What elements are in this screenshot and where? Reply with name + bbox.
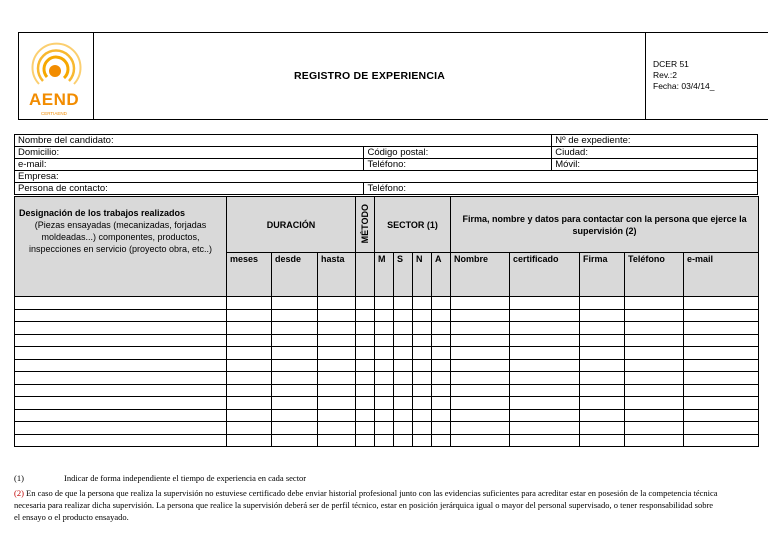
- subheader-cell: [356, 253, 375, 297]
- table-cell[interactable]: [15, 347, 227, 360]
- table-cell[interactable]: [580, 397, 625, 410]
- table-cell[interactable]: [451, 372, 510, 385]
- table-cell[interactable]: [272, 309, 318, 322]
- logo: [19, 33, 94, 119]
- table-cell[interactable]: [375, 309, 394, 322]
- sector-header: SECTOR (1): [375, 197, 451, 253]
- footnotes: [14, 472, 720, 523]
- table-cell[interactable]: [580, 309, 625, 322]
- table-cell[interactable]: [356, 334, 375, 347]
- table-cell[interactable]: [318, 372, 356, 385]
- table-cell[interactable]: [625, 422, 684, 435]
- table-cell[interactable]: [684, 422, 759, 435]
- table-cell[interactable]: [432, 384, 451, 397]
- table-cell[interactable]: [15, 309, 227, 322]
- table-cell[interactable]: [413, 422, 432, 435]
- table-cell[interactable]: [684, 384, 759, 397]
- table-cell[interactable]: [356, 384, 375, 397]
- footnote-2: [14, 487, 720, 523]
- table-cell[interactable]: [432, 359, 451, 372]
- table-cell[interactable]: [432, 347, 451, 360]
- table-cell[interactable]: [15, 322, 227, 335]
- table-cell[interactable]: [432, 297, 451, 310]
- contact-phone-field[interactable]: Teléfono:: [364, 183, 758, 195]
- table-cell[interactable]: [394, 334, 413, 347]
- designation-header: [15, 197, 227, 297]
- page-title: REGISTRO DE EXPERIENCIA: [293, 70, 446, 82]
- table-cell[interactable]: [318, 309, 356, 322]
- table-cell[interactable]: [413, 322, 432, 335]
- table-cell[interactable]: [227, 422, 272, 435]
- table-cell[interactable]: [451, 347, 510, 360]
- table-cell[interactable]: [625, 347, 684, 360]
- table-cell[interactable]: [318, 322, 356, 335]
- table-cell[interactable]: [625, 409, 684, 422]
- table-cell[interactable]: [356, 359, 375, 372]
- table-cell[interactable]: [625, 322, 684, 335]
- table-cell[interactable]: [227, 397, 272, 410]
- contact-person-field[interactable]: Persona de contacto:: [15, 183, 364, 195]
- table-cell[interactable]: [15, 334, 227, 347]
- table-cell[interactable]: [625, 297, 684, 310]
- table-cell[interactable]: [413, 297, 432, 310]
- table-cell[interactable]: [580, 347, 625, 360]
- table-cell[interactable]: [394, 397, 413, 410]
- table-cell[interactable]: [318, 359, 356, 372]
- logo-subtext: CERTIAEND: [41, 111, 67, 116]
- table-cell[interactable]: [510, 409, 580, 422]
- subheader-cell: e-mail: [684, 253, 759, 297]
- table-cell[interactable]: [272, 372, 318, 385]
- table-cell[interactable]: [413, 309, 432, 322]
- candidate-name-field[interactable]: Nombre del candidato:: [15, 135, 552, 147]
- table-cell[interactable]: [318, 409, 356, 422]
- table-cell[interactable]: [684, 372, 759, 385]
- table-cell[interactable]: [375, 372, 394, 385]
- table-cell[interactable]: [413, 372, 432, 385]
- table-row: [15, 322, 759, 335]
- table-cell[interactable]: [451, 422, 510, 435]
- table-cell[interactable]: [451, 309, 510, 322]
- table-cell[interactable]: [625, 359, 684, 372]
- subheader-cell: Nombre: [451, 253, 510, 297]
- table-cell[interactable]: [580, 334, 625, 347]
- table-cell[interactable]: [272, 347, 318, 360]
- table-cell[interactable]: [510, 359, 580, 372]
- table-cell[interactable]: [413, 409, 432, 422]
- table-cell[interactable]: [375, 434, 394, 447]
- subheader-cell: desde: [272, 253, 318, 297]
- experience-table: [14, 196, 759, 447]
- table-cell[interactable]: [510, 397, 580, 410]
- table-cell[interactable]: [318, 347, 356, 360]
- table-row: [15, 422, 759, 435]
- table-cell[interactable]: [227, 309, 272, 322]
- table-cell[interactable]: [375, 322, 394, 335]
- table-cell[interactable]: [580, 359, 625, 372]
- table-cell[interactable]: [451, 409, 510, 422]
- footnote-1-text: Indicar de forma independiente el tiempo de experiencia en cada sector: [64, 473, 307, 483]
- footnote-2-text: En caso de que la persona que realiza la supervisión no estuviese certificado debe enviar historial profesional junto con las evidencias suficientes para acreditar estar en posesión de la competencia técnica necesaria para realizar dicha supervisión. La persona que realice la supervisión deberá ser de perfil técnico, estar en posición jerárquica igual o mayor del personal supervisado, o tener responsabilidad sobre el ensayo o el producto ensayado.: [14, 488, 718, 522]
- table-cell[interactable]: [394, 434, 413, 447]
- table-cell[interactable]: [15, 434, 227, 447]
- table-cell[interactable]: [580, 434, 625, 447]
- table-cell[interactable]: [432, 422, 451, 435]
- postal-code-field[interactable]: Código postal:: [364, 147, 552, 159]
- table-cell[interactable]: [375, 347, 394, 360]
- table-row: [15, 359, 759, 372]
- table-cell[interactable]: [375, 297, 394, 310]
- table-cell[interactable]: [272, 434, 318, 447]
- table-row: [15, 309, 759, 322]
- table-cell[interactable]: [227, 409, 272, 422]
- table-cell[interactable]: [413, 384, 432, 397]
- table-cell[interactable]: [15, 384, 227, 397]
- table-cell[interactable]: [356, 309, 375, 322]
- table-cell[interactable]: [580, 384, 625, 397]
- table-cell[interactable]: [510, 372, 580, 385]
- table-cell[interactable]: [580, 372, 625, 385]
- table-cell[interactable]: [375, 334, 394, 347]
- table-cell[interactable]: [451, 434, 510, 447]
- table-cell[interactable]: [227, 297, 272, 310]
- supervision-header: Firma, nombre y datos para contactar con la persona que ejerce la supervisión (2): [451, 197, 759, 253]
- table-cell[interactable]: [356, 297, 375, 310]
- table-cell[interactable]: [432, 322, 451, 335]
- table-cell[interactable]: [510, 322, 580, 335]
- table-cell[interactable]: [227, 347, 272, 360]
- table-cell[interactable]: [684, 297, 759, 310]
- method-header: [356, 197, 375, 253]
- subheader-cell: hasta: [318, 253, 356, 297]
- table-cell[interactable]: [227, 434, 272, 447]
- table-cell[interactable]: [580, 297, 625, 310]
- table-cell[interactable]: [356, 422, 375, 435]
- table-cell[interactable]: [394, 372, 413, 385]
- table-cell[interactable]: [413, 334, 432, 347]
- table-cell[interactable]: [432, 334, 451, 347]
- table-cell[interactable]: [451, 384, 510, 397]
- table-cell[interactable]: [375, 384, 394, 397]
- table-cell[interactable]: [272, 397, 318, 410]
- table-cell[interactable]: [356, 372, 375, 385]
- footnote-2-mark: (2): [14, 488, 24, 498]
- table-row: [15, 409, 759, 422]
- table-cell[interactable]: [510, 347, 580, 360]
- subheader-cell: certificado: [510, 253, 580, 297]
- table-cell[interactable]: [394, 422, 413, 435]
- email-field[interactable]: e-mail:: [15, 159, 364, 171]
- table-cell[interactable]: [394, 347, 413, 360]
- table-cell[interactable]: [318, 397, 356, 410]
- table-cell[interactable]: [684, 409, 759, 422]
- table-cell[interactable]: [272, 297, 318, 310]
- table-cell[interactable]: [451, 359, 510, 372]
- table-cell[interactable]: [432, 409, 451, 422]
- table-cell[interactable]: [375, 422, 394, 435]
- table-cell[interactable]: [625, 334, 684, 347]
- table-cell[interactable]: [272, 409, 318, 422]
- table-cell[interactable]: [510, 309, 580, 322]
- table-cell[interactable]: [684, 347, 759, 360]
- logo-text: AEND: [29, 90, 80, 109]
- table-row: [15, 372, 759, 385]
- table-cell[interactable]: [451, 397, 510, 410]
- table-cell[interactable]: [394, 322, 413, 335]
- table-cell[interactable]: [356, 347, 375, 360]
- table-cell[interactable]: [375, 397, 394, 410]
- footnote-1: [14, 472, 720, 484]
- designation-text: (Piezas ensayadas (mecanizadas, forjadas moldeadas...) componentes, productos, inspecciones en servicio (proyecto obra, etc..): [28, 220, 213, 254]
- table-row: [15, 434, 759, 447]
- table-cell[interactable]: [413, 397, 432, 410]
- table-cell[interactable]: [510, 434, 580, 447]
- table-cell[interactable]: [510, 384, 580, 397]
- table-cell[interactable]: [318, 434, 356, 447]
- table-cell[interactable]: [272, 384, 318, 397]
- table-cell[interactable]: [375, 359, 394, 372]
- table-cell[interactable]: [684, 397, 759, 410]
- table-cell[interactable]: [318, 297, 356, 310]
- document-header: [18, 32, 768, 120]
- table-cell[interactable]: [510, 422, 580, 435]
- subheader-cell: N: [413, 253, 432, 297]
- subheader-cell: M: [375, 253, 394, 297]
- table-cell[interactable]: [318, 422, 356, 435]
- table-cell[interactable]: [227, 384, 272, 397]
- table-cell[interactable]: [432, 309, 451, 322]
- subheader-cell: S: [394, 253, 413, 297]
- table-cell[interactable]: [413, 434, 432, 447]
- table-cell[interactable]: [625, 397, 684, 410]
- table-cell[interactable]: [684, 434, 759, 447]
- city-field[interactable]: Ciudad:: [552, 147, 758, 159]
- table-cell[interactable]: [625, 434, 684, 447]
- doc-revision: Rev.:2: [653, 70, 677, 80]
- table-cell[interactable]: [356, 322, 375, 335]
- mobile-field[interactable]: Móvil:: [552, 159, 758, 171]
- duration-header: DURACIÓN: [227, 197, 356, 253]
- table-cell[interactable]: [625, 372, 684, 385]
- table-row: [15, 397, 759, 410]
- table-cell[interactable]: [272, 322, 318, 335]
- table-row: [15, 347, 759, 360]
- table-cell[interactable]: [15, 372, 227, 385]
- table-cell[interactable]: [15, 397, 227, 410]
- footnote-1-mark: (1): [14, 473, 24, 483]
- subheader-cell: meses: [227, 253, 272, 297]
- table-cell[interactable]: [451, 334, 510, 347]
- table-cell[interactable]: [432, 397, 451, 410]
- doc-date: Fecha: 03/4/14_: [653, 81, 715, 91]
- phone-field[interactable]: Teléfono:: [364, 159, 552, 171]
- table-cell[interactable]: [625, 309, 684, 322]
- table-cell[interactable]: [394, 297, 413, 310]
- table-cell[interactable]: [510, 334, 580, 347]
- doc-code: DCER 51: [653, 59, 689, 69]
- subheader-cell: Firma: [580, 253, 625, 297]
- designation-title: Designación de los trabajos realizados: [19, 208, 186, 218]
- table-cell[interactable]: [394, 409, 413, 422]
- doc-code-box: [645, 33, 768, 119]
- table-cell[interactable]: [15, 297, 227, 310]
- table-cell[interactable]: [684, 309, 759, 322]
- subheader-cell: Teléfono: [625, 253, 684, 297]
- table-cell[interactable]: [272, 422, 318, 435]
- table-cell[interactable]: [356, 397, 375, 410]
- table-cell[interactable]: [684, 322, 759, 335]
- table-cell[interactable]: [394, 309, 413, 322]
- candidate-info-table: [14, 134, 758, 195]
- table-cell[interactable]: [272, 334, 318, 347]
- table-cell[interactable]: [227, 334, 272, 347]
- table-cell[interactable]: [394, 359, 413, 372]
- table-cell[interactable]: [356, 434, 375, 447]
- table-cell[interactable]: [510, 297, 580, 310]
- table-row: [15, 384, 759, 397]
- file-number-field[interactable]: Nº de expediente:: [552, 135, 758, 147]
- address-field[interactable]: Domicilio:: [15, 147, 364, 159]
- table-cell[interactable]: [684, 334, 759, 347]
- table-cell[interactable]: [318, 384, 356, 397]
- table-cell[interactable]: [15, 422, 227, 435]
- table-cell[interactable]: [451, 297, 510, 310]
- table-cell[interactable]: [15, 359, 227, 372]
- table-row: [15, 334, 759, 347]
- table-cell[interactable]: [272, 359, 318, 372]
- table-cell[interactable]: [580, 409, 625, 422]
- table-cell[interactable]: [356, 409, 375, 422]
- method-label: MÉTODO: [360, 203, 370, 244]
- table-cell[interactable]: [580, 322, 625, 335]
- table-cell[interactable]: [227, 359, 272, 372]
- table-cell[interactable]: [413, 347, 432, 360]
- table-cell[interactable]: [451, 322, 510, 335]
- table-cell[interactable]: [413, 359, 432, 372]
- subheader-cell: A: [432, 253, 451, 297]
- table-cell[interactable]: [432, 372, 451, 385]
- table-cell[interactable]: [15, 409, 227, 422]
- table-cell[interactable]: [227, 322, 272, 335]
- table-cell[interactable]: [227, 372, 272, 385]
- table-cell[interactable]: [580, 422, 625, 435]
- table-cell[interactable]: [394, 384, 413, 397]
- table-row: [15, 297, 759, 310]
- table-cell[interactable]: [375, 409, 394, 422]
- table-cell[interactable]: [625, 384, 684, 397]
- table-cell[interactable]: [318, 334, 356, 347]
- company-field[interactable]: Empresa:: [15, 171, 758, 183]
- table-cell[interactable]: [432, 434, 451, 447]
- table-cell[interactable]: [684, 359, 759, 372]
